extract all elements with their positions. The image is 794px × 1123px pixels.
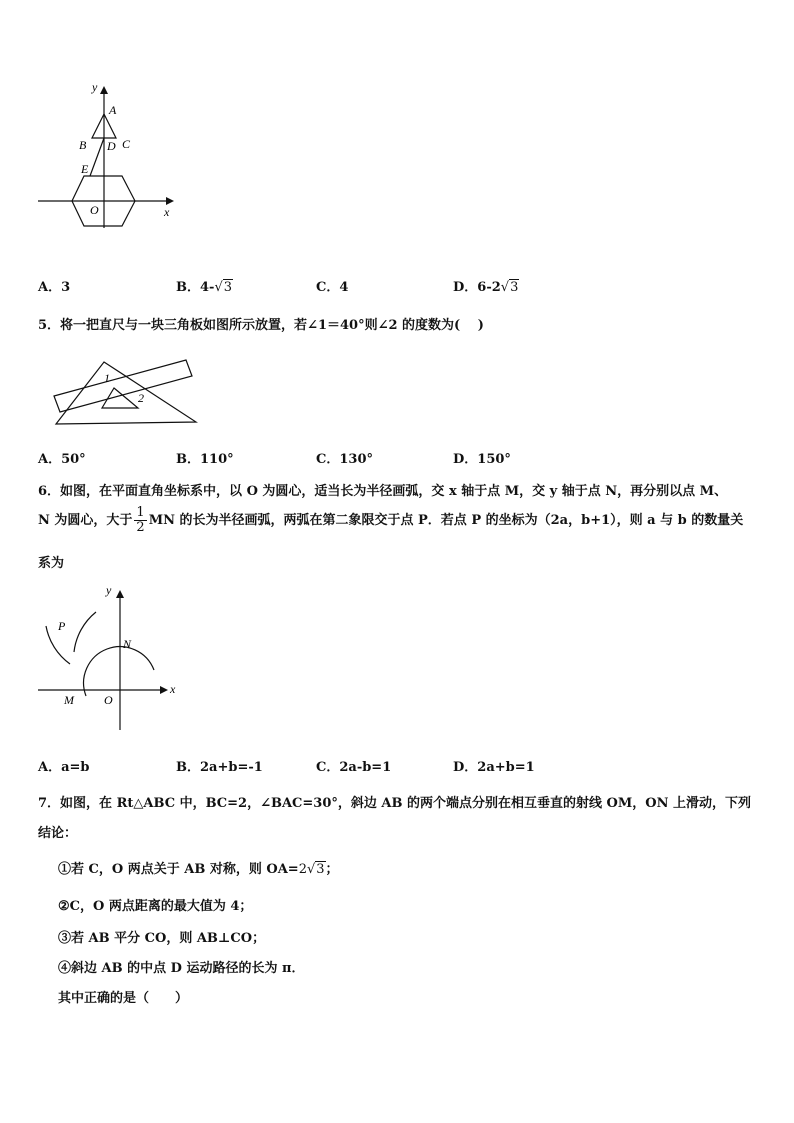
arc-o [84,647,154,696]
label-d: D [107,139,116,153]
q7-line1: 7．如图，在 Rt△ABC 中，BC=2，∠BAC=30°，斜边 AB 的两个端点分别在相互垂直的射线 OM，ON 上滑动，下列 [38,796,751,811]
radicand: 3 [223,280,233,295]
label-m: M [64,693,74,707]
q6-option-d: D．2a+b=1 [453,760,535,775]
triangle-inner [102,388,138,408]
q6-option-a: A．a=b [38,760,90,775]
triangle-outer [56,362,196,424]
label-n: N [123,637,132,651]
q4-option-c [316,276,348,295]
q5-option-a: A．50° [38,452,86,467]
sqrt-symbol: √3 [500,280,519,295]
label-b: B [79,138,87,152]
fraction-half [134,506,146,535]
x-axis-arrow [160,686,168,694]
ruler [54,360,192,412]
q7-final: 其中正确的是（ ） [58,991,189,1006]
angle-label-2: 2 [138,391,144,405]
label-y: y [92,80,98,94]
option-text: 6-2 [477,280,501,295]
q4-figure [34,78,184,230]
q7-item4: ④斜边 AB 的中点 D 运动路径的长为 π． [58,961,305,976]
label-y: y [106,583,112,597]
q6-line2 [38,506,743,535]
q6-figure [34,582,184,732]
option-label: B． [176,280,200,295]
q7-line2: 结论： [38,826,78,841]
radicand: 3 [316,862,325,877]
q7-item1-post: ； [325,862,339,877]
label-o: O [104,693,113,707]
q6-line2-pre: N 为圆心，大于 [38,513,133,528]
option-text: 4- [200,280,215,295]
radicand: 3 [510,280,519,295]
q5-option-d: D．150° [453,452,511,467]
label-e: E [81,162,89,176]
q7-item2: ②C，O 两点距离的最大值为 4； [58,899,253,914]
y-axis-arrow [116,590,124,598]
angle-label-1: 1 [104,371,110,385]
q4-option-d [453,276,519,295]
q5-option-b: B．110° [176,452,234,467]
q6-line2-post: MN 的长为半径画弧，两弧在第二象限交于点 P．若点 P 的坐标为（2a，b+1），则 a 与 b 的数量关 [148,513,744,528]
q7-item1-coef: 2 [298,862,307,877]
q6-line3: 系为 [38,556,65,571]
sqrt-symbol: √3 [306,862,325,877]
fraction-denominator: 2 [136,520,145,535]
segment-de [90,138,104,176]
fraction-numerator: 1 [136,505,145,520]
q6-option-b: B．2a+b=-1 [176,760,263,775]
q4-option-b [176,276,233,295]
q5-stem: 5．将一把直尺与一块三角板如图所示放置，若∠1＝40°则∠2 的度数为( ) [38,318,484,333]
q4-option-a [38,276,70,295]
option-text: 3 [61,280,71,295]
q5-figure [48,352,200,428]
label-x: x [170,682,176,696]
x-axis-arrow [166,197,174,205]
q6-line1: 6．如图，在平面直角坐标系中，以 O 为圆心，适当长为半径画弧，交 x 轴于点 M，交 y 轴于点 N，再分别以点 M、 [38,484,728,499]
q5-option-c: C．130° [316,452,373,467]
y-axis-arrow [100,86,108,94]
label-c: C [122,137,131,151]
label-x: x [164,205,170,219]
label-a: A [109,103,117,117]
sqrt-symbol: √3 [214,280,233,295]
q7-item3: ③若 AB 平分 CO，则 AB⊥CO； [58,931,266,946]
label-p: P [58,619,66,633]
q6-option-c: C．2a-b=1 [316,760,392,775]
label-o: O [90,203,99,217]
option-text: 4 [339,280,349,295]
option-label: C． [316,280,340,295]
option-label: A． [38,280,62,295]
arc-n [74,612,96,652]
option-label: D． [453,280,478,295]
q7-item1 [58,858,339,877]
q7-item1-text: ①若 C，O 两点关于 AB 对称，则 OA= [58,862,299,877]
